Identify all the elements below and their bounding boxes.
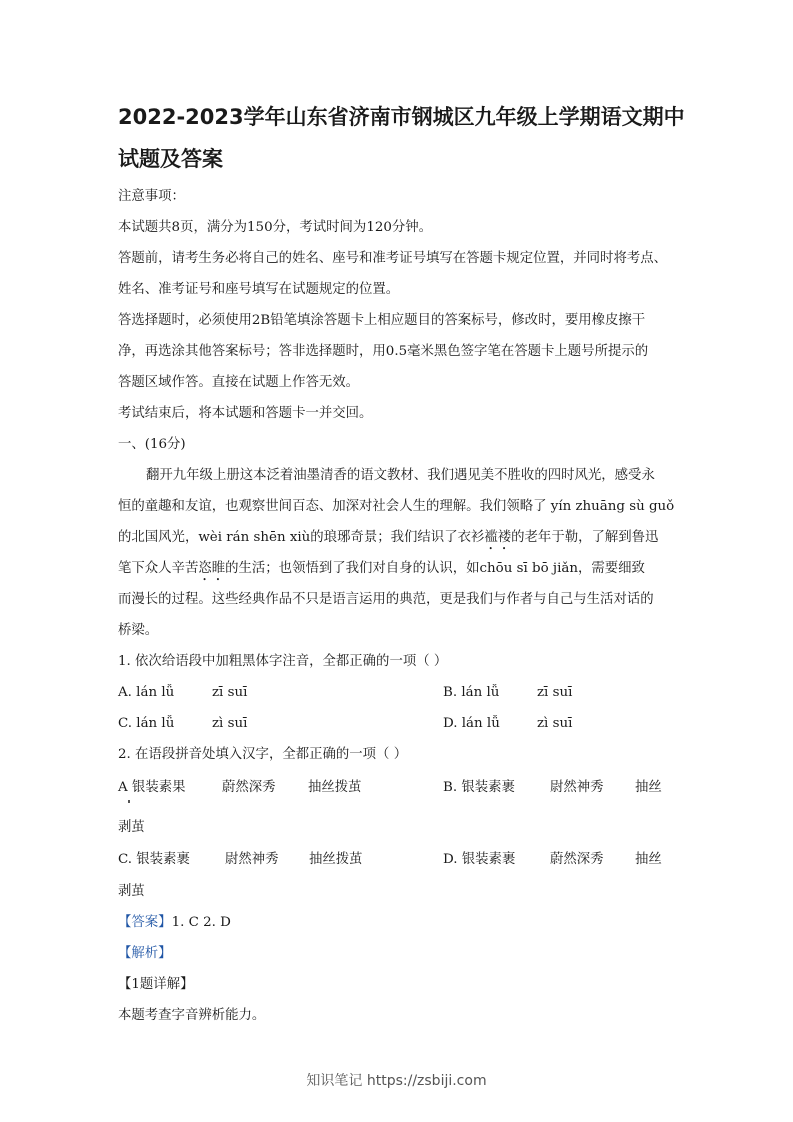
bold-word-zisui: 恣睢 (198, 561, 226, 576)
q1-option-d (443, 714, 572, 734)
notice-item-4: 考试结束后，将本试题和答题卡一并交回。 (118, 406, 373, 421)
passage-line-2: 恒的童趣和友谊，也观察世间百态、加深对社会人生的理解。我们领略了 yín zhuāng sù guǒ (118, 499, 675, 514)
passage-line-5: 而漫长的过程。这些经典作品不只是语言运用的典范，更是我们与作者与自己与生活对话的 (118, 592, 654, 607)
q2-option-a (118, 778, 362, 798)
q1-option-b (443, 683, 572, 703)
bold-word-lanlv: 褴褛 (484, 530, 512, 545)
passage-text: 的老年于勒，了解到鲁迅 (511, 530, 659, 545)
passage-line-4 (118, 559, 645, 584)
passage-line-1: 翻开九年级上册这本泛着油墨清香的语文教材、我们遇见美不胜收的四时风光，感受永 (146, 468, 655, 483)
question-1-stem: 1. 依次给语段中加粗黑体字注音，全都正确的一项（ ） (118, 654, 448, 669)
q2-option-c (118, 850, 363, 870)
option-part: C. 银装素裹 (118, 852, 190, 867)
option-part: A 银装素果 (118, 780, 186, 795)
section-heading: 一、(16分) (118, 437, 186, 452)
option-value: zī suī (212, 685, 248, 700)
notice-item-3-cont2: 答题区域作答。直接在试题上作答无效。 (118, 375, 360, 390)
notice-item-2-cont: 姓名、准考证号和座号填写在试题规定的位置。 (118, 282, 400, 297)
q2-option-d-cont: 剥茧 (118, 884, 145, 899)
passage-line-3 (118, 528, 658, 553)
option-label: D. lán lǚ (443, 716, 500, 731)
q2-option-b-cont: 剥茧 (118, 820, 145, 835)
option-part: B. 银装素裹 (443, 780, 515, 795)
detail-tag: 【1题详解】 (118, 977, 194, 992)
notice-item-3-cont: 净，再选涂其他答案标号；答非选择题时，用0.5毫米黑色签字笔在答题卡上题号所提示的 (118, 344, 649, 359)
option-part: 蔚然深秀 (222, 780, 276, 795)
answer-tag: 【答案】 (118, 915, 172, 930)
answer-text: 1. C 2. D (171, 915, 231, 930)
notice-item-1: 本试题共8页，满分为150分，考试时间为120分钟。 (118, 220, 433, 235)
option-part: 抽丝拨茧 (308, 780, 362, 795)
q1-option-a (118, 683, 247, 703)
footer-watermark[interactable]: 知识笔记 https://zsbiji.com (306, 1073, 487, 1089)
notice-heading: 注意事项： (118, 189, 185, 204)
option-value: zì suī (212, 716, 248, 731)
document-title-cont (118, 139, 698, 179)
q2-option-d (443, 850, 662, 870)
passage-text: 的北国风光，wèi rán shēn xiù的琅琊奇景；我们结识了衣衫 (118, 530, 485, 545)
option-part: 抽丝拨茧 (309, 852, 363, 867)
notice-item-2: 答题前，请考生务必将自己的姓名、座号和准考证号填写在答题卡规定位置，并同时将考点、 (118, 251, 668, 266)
option-part: 尉然神秀 (225, 852, 279, 867)
passage-text: 笔下众人辛苦 (118, 561, 199, 576)
option-part: 抽丝 (635, 780, 662, 795)
option-part: 尉然神秀 (550, 780, 604, 795)
option-label: A. lán lǚ (118, 685, 175, 700)
stray-mark (128, 800, 130, 803)
q2-option-b (443, 778, 662, 798)
answer-line (118, 913, 231, 933)
title-line-2: 试题及答案 (118, 147, 223, 171)
option-part: 蔚然深秀 (550, 852, 604, 867)
passage-text: 的生活；也领悟到了我们对自身的认识，如chōu sī bō jiǎn，需要细致 (225, 561, 645, 576)
option-label: C. lán lǚ (118, 716, 175, 731)
notice-item-3: 答选择题时，必须使用2B铅笔填涂答题卡上相应题目的答案标号，修改时，要用橡皮擦干 (118, 313, 646, 328)
option-part: D. 银装素裹 (443, 852, 516, 867)
analysis-tag: 【解析】 (118, 946, 172, 961)
question-2-stem: 2. 在语段拼音处填入汉字，全都正确的一项（ ） (118, 747, 408, 762)
option-part: 抽丝 (635, 852, 662, 867)
title-line-1: 2022-2023学年山东省济南市钢城区九年级上学期语文期中 (118, 105, 685, 129)
detail-text: 本题考查字音辨析能力。 (118, 1008, 266, 1023)
option-value: zī suī (537, 685, 573, 700)
document-title (118, 97, 698, 137)
q1-option-c (118, 714, 247, 734)
option-label: B. lán lǚ (443, 685, 500, 700)
passage-line-6: 桥梁。 (118, 623, 159, 638)
option-value: zì suī (537, 716, 573, 731)
